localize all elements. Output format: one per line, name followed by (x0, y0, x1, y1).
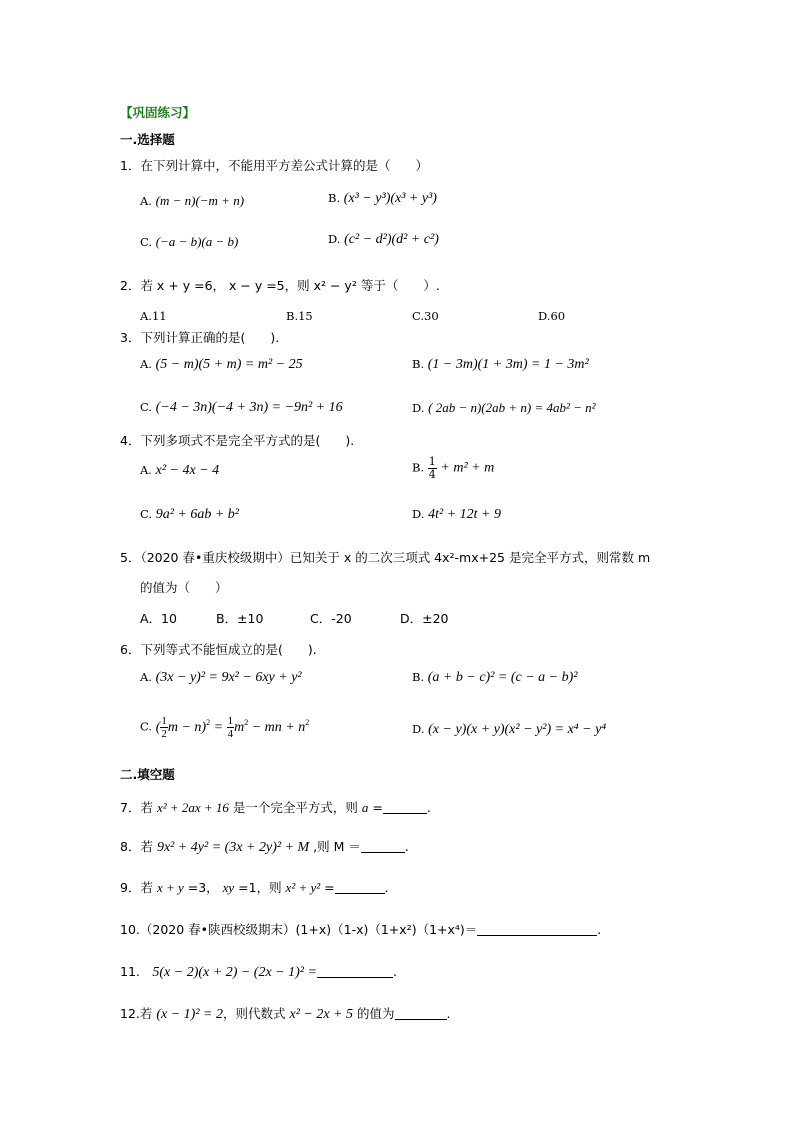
option-expression: (5 − m)(5 + m) = m² − 25 (155, 357, 303, 372)
q7-expression: x² + 2ax + 16 (156, 800, 229, 815)
option-expression: x² − 4x − 4 (155, 463, 220, 478)
q2-option-b: B.15 (286, 309, 313, 323)
q3-option-d (412, 400, 596, 416)
q2-option-c: C.30 (412, 309, 439, 323)
option-expression: (x³ − y³)(x³ + y³) (343, 191, 437, 206)
question-9: 9．若 x + y =3， xy =1，则 x² + y² = . (120, 880, 389, 895)
option-label: C. (140, 400, 153, 414)
q1-option-c (140, 234, 238, 250)
option-label: B. (412, 357, 425, 371)
q1-option-b (328, 191, 437, 207)
option-label: A. (140, 670, 152, 684)
q3-option-c (140, 400, 343, 416)
question-1-stem: 1．在下列计算中，不能用平方差公式计算的是（ ） (120, 158, 428, 173)
q5-option-a: A．10 (140, 611, 177, 626)
q4-option-b (412, 456, 494, 481)
option-label: C. (140, 507, 153, 521)
answer-blank[interactable] (361, 840, 405, 853)
answer-blank[interactable] (477, 923, 597, 936)
option-label: B. (412, 670, 425, 684)
option-label: A. (140, 194, 152, 208)
option-label: A. (140, 357, 152, 371)
option-expression: (−a − b)(a − b) (155, 234, 239, 249)
option-expression: (3x − y)² = 9x² − 6xy + y² (155, 670, 302, 685)
part-title-fill: 二.填空题 (120, 767, 175, 782)
option-label: B. (328, 191, 341, 205)
option-expression: 9a² + 6ab + b² (155, 507, 239, 522)
option-label: D. (412, 722, 425, 736)
option-expression: 4t² + 12t + 9 (428, 507, 501, 522)
q4-option-d (412, 507, 501, 523)
option-label: D. (328, 232, 341, 246)
option-expression: ( 2ab − n)(2ab + n) = 4ab² − n² (428, 400, 596, 415)
answer-blank[interactable] (335, 881, 385, 894)
question-10: 10.（2020 春•陕西校级期末）(1+x)（1-x)（1+x²)（1+x⁴)＝ . (120, 922, 602, 937)
q11-expression: 5(x − 2)(x + 2) − (2x − 1)² = (152, 965, 317, 980)
option-expression: + m² + m (440, 460, 495, 476)
option-expression: (1 − 3m)(1 + 3m) = 1 − 3m² (427, 357, 589, 372)
option-label: D. (412, 507, 425, 521)
part-title-choice: 一.选择题 (120, 132, 175, 147)
question-2-stem: 2．若 x + y =6， x − y =5，则 x² − y² 等于（ ）. (120, 278, 440, 293)
q2-option-a: A.11 (140, 309, 167, 323)
q6-option-d (412, 722, 606, 738)
question-7: 7．若 x² + 2ax + 16 是一个完全平方式，则 a = . (120, 800, 431, 815)
option-label: B. (412, 460, 425, 475)
q1-option-d (328, 232, 439, 248)
option-expression: (−4 − 3n)(−4 + 3n) = −9n² + 16 (155, 400, 343, 415)
q5-option-b: B．±10 (216, 611, 264, 626)
option-label: A. (140, 463, 152, 477)
option-expression: (a + b − c)² = (c − a − b)² (427, 670, 578, 685)
question-11: 11. 5(x − 2)(x + 2) − (2x − 1)² = . (120, 964, 397, 980)
q8-expression: 9x² + 4y² = (3x + 2y)² + M (156, 840, 310, 855)
option-expression: (x − y)(x + y)(x² − y²) = x⁴ − y⁴ (428, 722, 607, 737)
q5-option-c: C．-20 (310, 611, 352, 626)
q4-option-a (140, 463, 219, 479)
q3-option-b (412, 357, 589, 373)
question-3-stem: 3．下列计算正确的是( ). (120, 330, 280, 345)
q1-option-a (140, 193, 244, 209)
answer-blank[interactable] (383, 801, 427, 814)
option-expression: (m − n)(−m + n) (155, 193, 245, 208)
option-label: C. (140, 719, 153, 734)
q6-option-c: C. ( $\frac{1}{2}$ m − n)$^2$ = $\frac{1}{4}$ $m^2$ − mn + $n^2$ (140, 715, 310, 740)
fraction: $\frac{1}{4}$ (428, 455, 436, 481)
q6-option-b (412, 670, 577, 686)
question-12: 12.若 (x − 1)² = 2，则代数式 x² − 2x + 5 的值为 . (120, 1006, 451, 1022)
option-label: C. (140, 235, 153, 249)
question-5-stem-line1: 5．（2020 春•重庆校级期中）已知关于 x 的二次三项式 4x²-mx+25 是完全平方式，则常数 m (120, 550, 651, 565)
question-8: 8．若 9x² + 4y² = (3x + 2y)² + M ,则 M ＝ . (120, 839, 409, 855)
question-4-stem: 4．下列多项式不是完全平方式的是( ). (120, 433, 355, 448)
q4-option-c (140, 507, 239, 523)
answer-blank[interactable] (317, 965, 393, 978)
q3-option-a (140, 357, 303, 373)
question-5-stem-line2: 的值为（ ） (140, 580, 228, 595)
option-expression: (c² − d²)(d² + c²) (344, 232, 439, 247)
fraction: $\frac{1}{2}$ (161, 715, 167, 740)
option-label: D. (412, 401, 425, 415)
q6-option-a (140, 670, 302, 686)
section-title: 【巩固练习】 (120, 105, 196, 120)
fraction: $\frac{1}{4}$ (227, 715, 234, 740)
question-6-stem: 6．下列等式不能恒成立的是( ). (120, 642, 317, 657)
answer-blank[interactable] (395, 1007, 447, 1020)
q5-option-d: D．±20 (400, 611, 449, 626)
q2-option-d: D.60 (538, 309, 566, 323)
